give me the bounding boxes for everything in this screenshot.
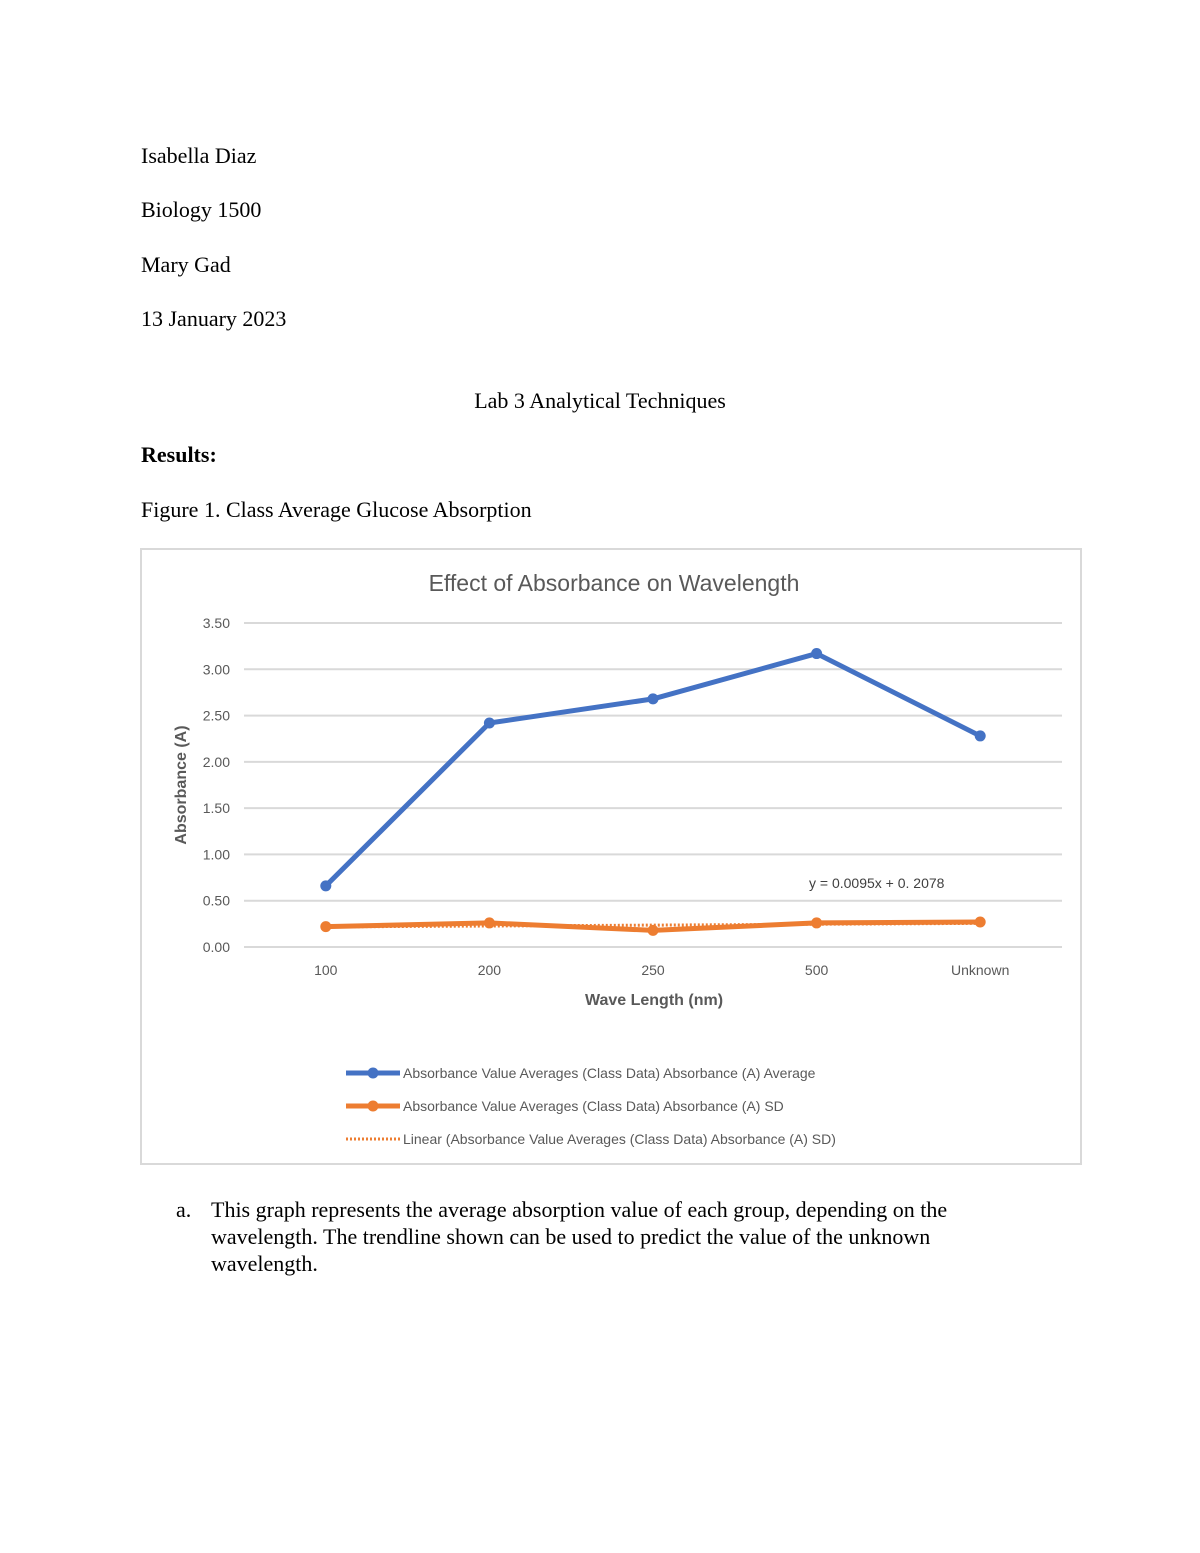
data-point <box>484 917 495 928</box>
y-tick-label: 2.00 <box>202 753 230 770</box>
legend-swatch-marker <box>368 1101 379 1112</box>
data-point <box>811 917 822 928</box>
data-point <box>648 693 659 704</box>
y-axis-ticks <box>203 615 230 955</box>
x-tick-label: 500 <box>804 962 829 978</box>
chart-title: Effect of Absorbance on Wavelength <box>428 570 800 596</box>
x-tick-label: 100 <box>314 962 338 978</box>
legend-swatch-marker <box>368 1068 379 1079</box>
x-tick-label: 200 <box>477 962 502 978</box>
x-tick-label: Unknown <box>951 962 1010 978</box>
series-line-1 <box>326 654 980 886</box>
y-tick-label: 3.50 <box>202 615 230 631</box>
data-point <box>975 917 986 928</box>
list-text: This graph represents the average absorption value of each group, depending on the wavelength. The trendline shown can be used to predict the value of the unknown wavelength. <box>211 1197 948 1276</box>
data-point <box>320 921 331 932</box>
results-heading: Results: <box>141 442 217 467</box>
legend-label: Linear (Absorbance Value Averages (Class Data) Absorbance (A) SD) <box>403 1131 836 1147</box>
data-point <box>320 880 331 891</box>
gridlines <box>244 623 1062 947</box>
data-point <box>648 925 659 936</box>
x-axis-label: Wave Length (nm) <box>584 992 724 1009</box>
legend-label: Absorbance Value Averages (Class Data) Absorbance (A) SD <box>403 1098 784 1114</box>
y-tick-label: 2.50 <box>202 707 230 724</box>
course-name: Biology 1500 <box>141 197 262 222</box>
list-marker: a. <box>176 1197 192 1222</box>
series <box>320 648 985 936</box>
report-date: 13 January 2023 <box>141 306 287 331</box>
x-tick-label: 250 <box>641 962 665 978</box>
data-point <box>811 648 822 659</box>
legend-label: Absorbance Value Averages (Class Data) Absorbance (A) Average <box>403 1065 816 1081</box>
chart-container <box>140 548 1082 1165</box>
x-axis-ticks <box>314 962 1009 978</box>
instructor-name: Mary Gad <box>141 252 231 277</box>
data-point <box>975 730 986 741</box>
y-tick-label: 3.00 <box>202 661 230 678</box>
trendline-equation: y = 0.0095x + 0. 2078 <box>809 875 945 891</box>
data-point <box>484 717 495 728</box>
y-axis-label: Absorbance (A) <box>173 725 190 845</box>
figure-caption: Figure 1. Class Average Glucose Absorption <box>141 497 532 522</box>
legend <box>346 1065 836 1147</box>
y-tick-label: 0.00 <box>202 939 230 955</box>
y-tick-label: 1.50 <box>202 800 230 817</box>
y-tick-label: 0.50 <box>202 892 230 909</box>
student-name: Isabella Diaz <box>141 143 257 168</box>
absorbance-chart <box>142 550 1080 1163</box>
y-tick-label: 1.00 <box>202 846 230 863</box>
report-title: Lab 3 Analytical Techniques <box>474 388 726 413</box>
